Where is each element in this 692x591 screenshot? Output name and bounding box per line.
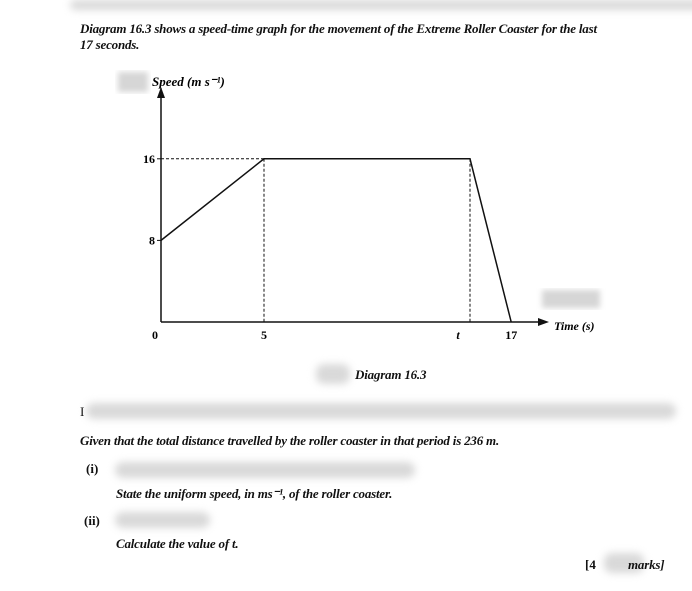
speed-line bbox=[161, 159, 511, 322]
part-i-text: State the uniform speed, in ms⁻¹, of the roller coaster. bbox=[116, 486, 393, 501]
x-tick-label: 0 bbox=[152, 328, 158, 342]
x-tick-label: t bbox=[456, 328, 460, 342]
part-i-number: (i) bbox=[86, 461, 99, 476]
speed-time-graph bbox=[0, 60, 692, 360]
intro-line-2: 17 seconds. bbox=[80, 37, 140, 52]
part-ii-number: (ii) bbox=[84, 513, 100, 528]
redacted-y-label bbox=[118, 72, 148, 92]
marks-prefix: [4 bbox=[585, 557, 596, 572]
redacted-part-ii-malay bbox=[115, 512, 210, 528]
x-axis-arrow-icon bbox=[538, 318, 549, 326]
redacted-part-i-malay bbox=[115, 462, 415, 478]
question-given: Given that the total distance travelled by the roller coaster in that period is 236 m. bbox=[80, 433, 500, 448]
redacted-x-label bbox=[542, 290, 600, 308]
marks-suffix: marks] bbox=[628, 557, 665, 572]
y-tick-label: 8 bbox=[149, 233, 155, 248]
x-axis-label: Time (s) bbox=[554, 319, 595, 333]
intro-text bbox=[80, 21, 680, 53]
part-ii-text: Calculate the value of t. bbox=[116, 536, 239, 551]
redacted-line-initial: I bbox=[80, 404, 85, 419]
redacted-malay-line bbox=[86, 403, 676, 419]
y-axis-label: Speed (m s⁻¹) bbox=[152, 74, 225, 89]
x-tick-label: 5 bbox=[261, 328, 267, 342]
redacted-caption-prefix bbox=[316, 364, 350, 384]
diagram-caption: Diagram 16.3 bbox=[355, 367, 427, 382]
redacted-header bbox=[70, 0, 692, 10]
intro-line-1: Diagram 16.3 shows a speed-time graph for the movement of the Extreme Roller Coaster for the last bbox=[80, 21, 597, 36]
y-tick-label: 16 bbox=[143, 151, 155, 166]
x-tick-label: 17 bbox=[505, 328, 518, 342]
